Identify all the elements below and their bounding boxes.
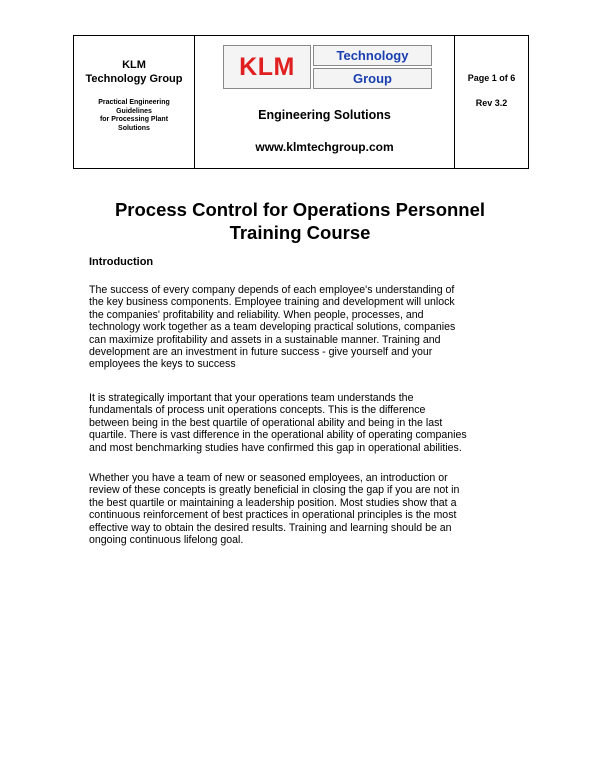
guidelines-line: Solutions — [118, 124, 150, 132]
paragraph-line: the companies' profitability and reliability. When people, processes, and — [89, 308, 424, 321]
title-line: Training Course — [229, 222, 371, 243]
paragraph-line: between being in the best quartile of operational ability and being in the last — [89, 416, 443, 429]
logo-technology-box: Technology — [313, 45, 432, 66]
paragraph — [89, 472, 519, 546]
paragraph-line: review of these concepts is greatly beneficial in closing the gap if you are not in — [89, 484, 460, 497]
guidelines-line: Practical Engineering — [98, 99, 170, 106]
company-name-line: Technology Group — [85, 73, 183, 85]
paragraph-line: development are an investment in future success - give yourself and your — [89, 346, 433, 359]
company-name — [74, 58, 194, 86]
guidelines-caption — [74, 99, 194, 133]
paragraph-line: quartile. There is vast difference in the operational ability of operating companies — [89, 429, 467, 442]
guidelines-line: Guidelines — [116, 107, 152, 115]
paragraph-line: the best quartile or maintaining a leadership position. Most studies show that a — [89, 496, 457, 509]
website-url: www.klmtechgroup.com — [255, 140, 394, 154]
page-number: Page 1 of 6 — [467, 73, 516, 83]
paragraph-line: and most benchmarking studies have confirmed this gap in operational abilities. — [89, 441, 462, 454]
logo-klm-box: KLM — [223, 45, 311, 89]
header-page-cell — [455, 36, 528, 168]
paragraph-line: effective way to obtain the desired results. Training and learning should be an — [89, 521, 452, 534]
tagline: Engineering Solutions — [258, 108, 391, 122]
paragraph-line: The success of every company depends of each employee's understanding of — [89, 284, 455, 296]
paragraph-line: fundamentals of process unit operations concepts. This is the difference — [89, 404, 426, 417]
paragraph-line: can maximize profitability and assets in a sustainable manner. Training and — [89, 333, 441, 346]
company-logo — [223, 45, 433, 89]
paragraph-line: employees the keys to success — [89, 358, 236, 371]
paragraph-line: It is strategically important that your operations team understands the — [89, 392, 414, 404]
document-header — [73, 35, 529, 169]
paragraph — [89, 392, 519, 454]
paragraph-line: technology work together as a team developing practical solutions, companies — [89, 321, 456, 334]
document-title — [60, 198, 540, 244]
title-line: Process Control for Operations Personnel — [114, 199, 486, 220]
paragraph-line: ongoing continuous lifelong goal. — [89, 534, 244, 547]
paragraph — [89, 284, 519, 371]
guidelines-line: for Processing Plant — [99, 116, 169, 123]
revision-number: Rev 3.2 — [475, 98, 508, 108]
header-logo-cell — [195, 36, 455, 168]
paragraph-line: the key business components. Employee training and development will unlock — [89, 296, 455, 309]
section-heading: Introduction — [89, 256, 154, 268]
header-company-cell — [74, 36, 195, 168]
logo-group-box: Group — [313, 68, 432, 89]
paragraph-line: continuous reinforcement of best practices in operational principles is the most — [89, 509, 457, 522]
paragraph-line: Whether you have a team of new or seasoned employees, an introduction or — [89, 472, 448, 484]
company-name-line: KLM — [122, 59, 146, 71]
